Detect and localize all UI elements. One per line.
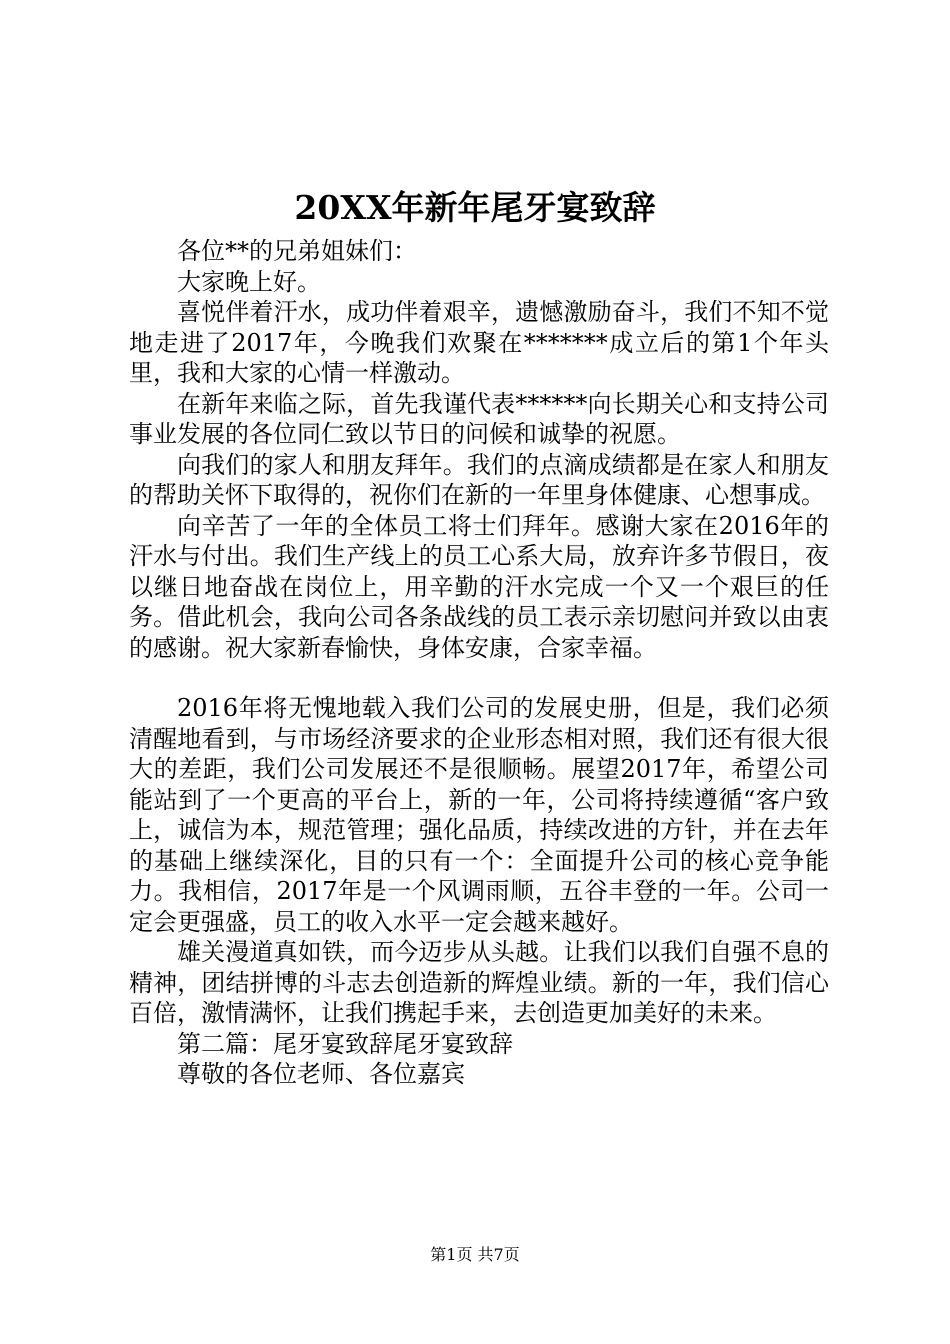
salutation: 各位**的兄弟姐妹们： bbox=[177, 237, 417, 265]
greeting: 大家晚上好。 bbox=[177, 267, 321, 296]
paragraph-opening: 喜悦伴着汗水，成功伴着艰辛，遗憾激励奋斗，我们不知不觉地走进了2017年，今晚我们欢聚在*******成立后的第1个年头里，我和大家的心情一样激动。 bbox=[129, 298, 829, 387]
paragraph-spacer bbox=[129, 663, 829, 693]
section-heading: 第二篇：尾牙宴致辞尾牙宴致辞 bbox=[177, 1029, 513, 1058]
page-number-footer: 第1页 共7页 bbox=[430, 1245, 520, 1264]
paragraph-family-friends: 向我们的家人和朋友拜年。我们的点滴成绩都是在家人和朋友的帮助关怀下取得的，祝你们在新的一年里身体健康、心想事成。 bbox=[129, 450, 829, 509]
document-body bbox=[129, 236, 829, 1090]
paragraph-employees: 向辛苦了一年的全体员工将士们拜年。感谢大家在2016年的汗水与付出。我们生产线上的员工心系大局，放弃许多节假日，夜以继日地奋战在岗位上，用辛勤的汗水完成一个又一个艰巨的任务。借此机会，我向公司各条战线的员工表示亲切慰问并致以由衷的感谢。祝大家新春愉快，身体安康，合家幸福。 bbox=[129, 511, 829, 662]
document-title: 20XX年新年尾牙宴致辞 bbox=[294, 188, 656, 227]
section-salutation: 尊敬的各位老师、各位嘉宾 bbox=[177, 1060, 465, 1088]
paragraph-closing: 雄关漫道真如铁，而今迈步从头越。让我们以我们自强不息的精神，团结拼博的斗志去创造新的辉煌业绩。新的一年，我们信心百倍，激情满怀，让我们携起手来，去创造更加美好的未来。 bbox=[129, 938, 829, 1027]
paragraph-new-year-wishes: 在新年来临之际，首先我谨代表******向长期关心和支持公司事业发展的各位同仁致以节日的问候和诚挚的祝愿。 bbox=[129, 389, 829, 448]
paragraph-outlook: 2016年将无愧地载入我们公司的发展史册，但是，我们必须清醒地看到，与市场经济要求的企业形态相对照，我们还有很大很大的差距，我们公司发展还不是很顺畅。展望2017年，希望公司能站到了一个更高的平台上，新的一年，公司将持续遵循“客户致上，诚信为本，规范管理；强化品质，持续改进的方针，并在去年的基础上继续深化，目的只有一个：全面提升公司的核心竞争能力。我相信，2017年是一个风调雨顺，五谷丰登的一年。公司一定会更强盛，员工的收入水平一定会越来越好。 bbox=[129, 694, 829, 936]
